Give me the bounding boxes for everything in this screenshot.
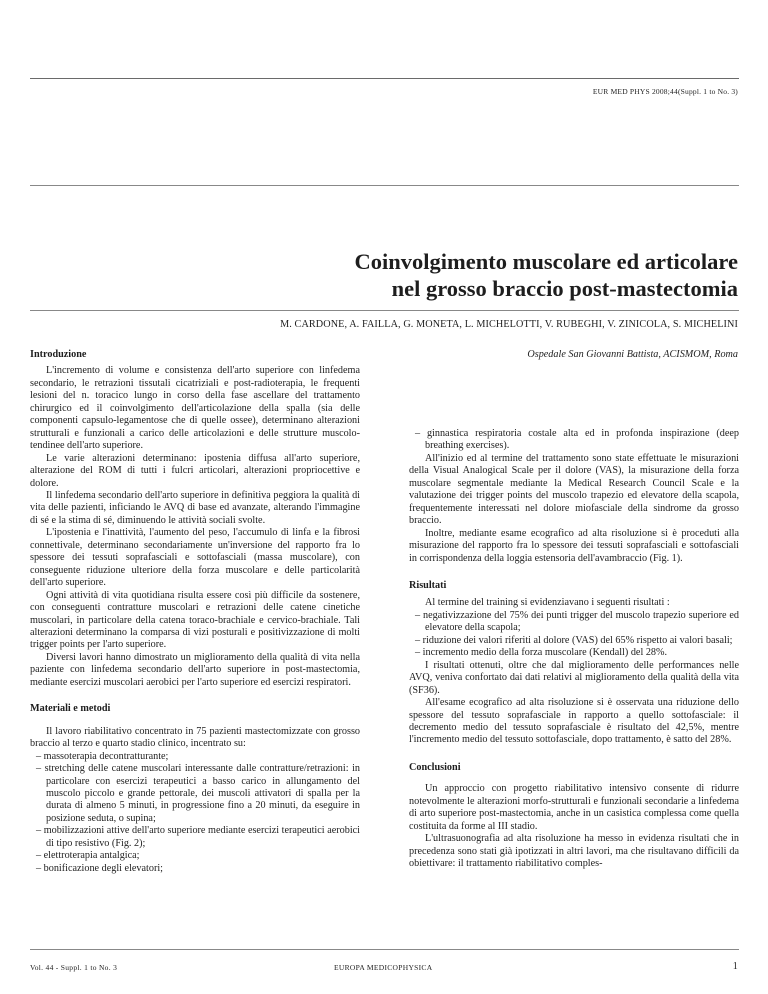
affiliation: Ospedale San Giovanni Battista, ACISMOM, Roma: [527, 349, 738, 360]
title-bottom-rule: [30, 310, 739, 311]
methods-paragraph: Il lavoro riabilitativo concentrato in 75 pazienti mastectomizzate con grosso braccio al terzo e quarto stadio clinico, incentrato su:: [30, 725, 360, 750]
list-item: – stretching delle catene muscolari interessante dalle contratture/retrazioni: in particolare con esercizi terapeutici a basso carico in allungamento del muscolo piccolo e grande pettorale, dei muscoli attivatori di spalla per la durata di almeno 5 minuti, in progressione fino a 20 minuti, da eseguire in posizione seduta, o supina;: [30, 763, 360, 825]
right-column: [409, 428, 739, 871]
intro-paragraph: L'incremento di volume e consistenza dell'arto superiore con linfedema secondario, le retrazioni tissutali cicatriziali e post-radioterapia, le frequenti lesioni del n. toracico lungo in corso della fase ascellare del trattamento chirurgico ed il coinvolgimento dell'articolazione della spalla (sia delle componenti capsulo-legamentose che di quelle ossee), determinano alterazioni strutturali e funzionali a carico delle articolazioni e delle strutture muscolo-tendinee dell'arto superiore.: [30, 365, 360, 452]
methods-list: [30, 751, 360, 876]
authors: M. CARDONE, A. FAILLA, G. MONETA, L. MICHELOTTI, V. RUBEGHI, V. ZINICOLA, S. MICHELINI: [280, 319, 738, 330]
footer-journal: EUROPA MEDICOPHYSICA: [334, 963, 433, 972]
conclusions-heading: Conclusioni: [409, 761, 461, 773]
list-item: – incremento medio della forza muscolare (Kendall) del 28%.: [409, 647, 739, 659]
title-line-1: Coinvolgimento muscolare ed articolare: [354, 249, 738, 274]
title-line-2: nel grosso braccio post-mastectomia: [391, 276, 738, 301]
list-item: – riduzione dei valori riferiti al dolore (VAS) del 65% rispetto ai valori basali;: [409, 635, 739, 647]
results-paragraph: I risultati ottenuti, oltre che dal miglioramento delle performances nelle AVQ, veniva confortato dai dati relativi al miglioramento della qualità della vita (SF36).: [409, 659, 739, 696]
intro-paragraph: Ogni attività di vita quotidiana risulta essere così più difficile da sostenere, con conseguenti contratture muscolari e retrazioni delle catene cinetiche muscolari, in particolare della catena toraco-brachiale e cervico-brachiale. Tali alterazioni determinano la comparsa di vizi posturali e positivizzazione di molti trigger points per l'arto superiore.: [30, 589, 360, 651]
list-item: – mobilizzazioni attive dell'arto superiore mediante esercizi terapeutici aerobici di tipo resistivo (Fig. 2);: [30, 825, 360, 850]
list-item: – bonificazione degli elevatori;: [30, 863, 360, 875]
left-column: [30, 349, 360, 875]
results-paragraph: Al termine del training si evidenziavano i seguenti risultati :: [425, 597, 670, 609]
results-heading: Risultati: [409, 579, 447, 591]
methods-paragraph: Inoltre, mediante esame ecografico ad alta risoluzione si è proceduti alla misurazione del rapporto fra lo spessore dei tessuti soprafasciali e sottofasciali in corrispondenza della loggia estensoria dell'avambraccio (Fig. 1).: [409, 527, 739, 564]
footer-rule: [30, 949, 739, 950]
top-rule: [30, 78, 739, 79]
list-item: – negativizzazione del 75% dei punti trigger del muscolo trapezio superiore ed elevatore della scapola;: [409, 610, 739, 635]
methods-heading: Materiali e metodi: [30, 703, 111, 715]
methods-list-continued: [409, 428, 739, 453]
conclusions-paragraph: L'ultrasuonografia ad alta risoluzione ha messo in evidenza risultati che in precedenza sono stati già ipotizzati in altri lavori, ma che risultavano difficili da obiettivare: il trattamento riabilitativo comples-: [409, 833, 739, 870]
intro-paragraph: Diversi lavori hanno dimostrato un miglioramento della qualità di vita nella paziente con linfedema secondario dell'arto superiore in post-mastectomia, mediante esercizi muscolari aerobici per l'arto superiore ed esercizi respiratori.: [30, 651, 360, 688]
results-paragraph: All'esame ecografico ad alta risoluzione si è osservata una riduzione dello spessore del tessuto soprafasciale in rapporto a quello sottofasciale: il decremento medio del tessuto soprafasciale è risultato del 42,5%, mentre l'incremento medio del tessuto sottofasciale, dopo trattamento, è satto del 28%.: [409, 697, 739, 746]
footer-volume: Vol. 44 - Suppl. 1 to No. 3: [30, 963, 118, 972]
running-head: EUR MED PHYS 2008;44(Suppl. 1 to No. 3): [592, 87, 738, 96]
list-item: – elettroterapia antalgica;: [30, 850, 360, 862]
intro-paragraph: Il linfedema secondario dell'arto superiore in definitiva peggiora la qualità di vita delle pazienti, inficiando le AVQ di base ed avanzate, alterando l'immagine di sé e la stima di sé, diminuendo le attività sociali svolte.: [30, 489, 360, 526]
intro-paragraph: Le varie alterazioni determinano: ipostenia diffusa all'arto superiore, alterazione del ROM di tutti i fulcri articolari, alterazioni propriocettive e dolore.: [30, 452, 360, 489]
page-number: 1: [732, 961, 738, 972]
article-title: [355, 248, 738, 302]
conclusions-paragraph: Un approccio con progetto riabilitativo intensivo consente di ridurre notevolmente le alterazioni morfo-strutturali e funzionali secondarie a linfedema di arto superiore post-mastectomia, anche in un casistica complessa come quella costituita da forme al III stadio.: [409, 783, 739, 832]
intro-heading: Introduzione: [30, 349, 87, 360]
list-item: – massoterapia decontratturante;: [30, 751, 360, 763]
intro-paragraph: L'ipostenia e l'inattività, l'aumento del peso, l'accumulo di linfa e la fibrosi connettivale, determinano secondariamente un'inversione del rapporto fra lo spessore dei tessuti soprafasciali e sottofasciali (massa muscolare), con conseguente riduzione ulteriore della forza muscolare e delle particolarità dell'arto superiore.: [30, 527, 360, 589]
results-list: [409, 610, 739, 660]
title-top-rule: [30, 185, 739, 186]
methods-paragraph: All'inizio ed al termine del trattamento sono state effettuate le misurazioni della Visual Analogical Scale per il dolore (VAS), la misurazione della forza muscolare segmentale mediante la Medical Research Council Scale e la valutazione dei trigger points del muscolo trapezio ed elevatore della scapola, frequentemente interessati nel dolore miofasciale della sindrome da grosso braccio.: [409, 452, 739, 527]
list-item: – ginnastica respiratoria costale alta ed in profonda inspirazione (deep breathing exercises).: [409, 428, 739, 453]
